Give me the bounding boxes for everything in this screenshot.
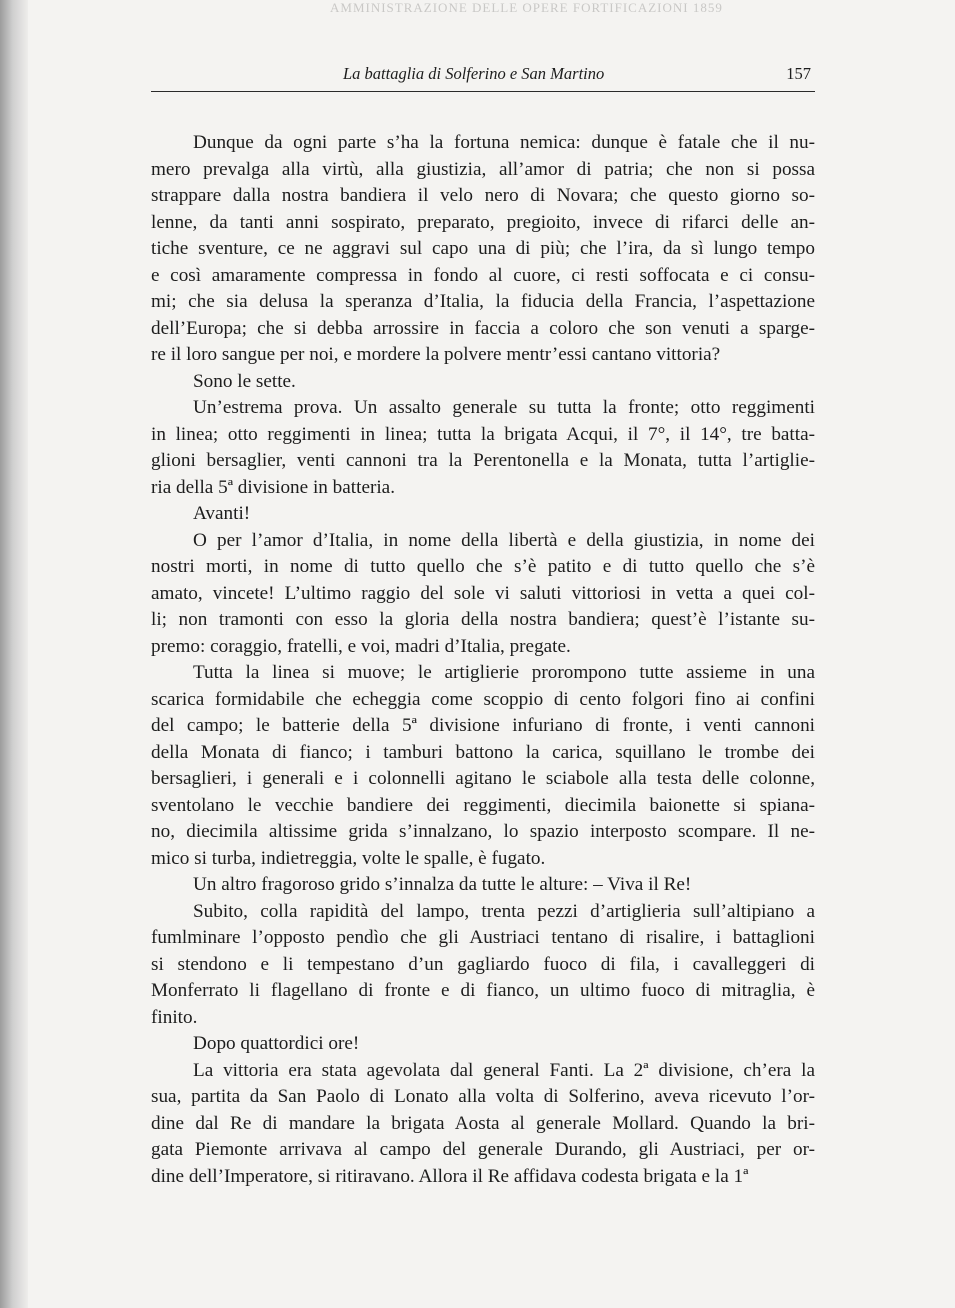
text-line: Dopo quattordici ore! (193, 1033, 360, 1054)
paragraph (151, 395, 815, 501)
paragraph (151, 872, 815, 899)
text-line: finito. (151, 1006, 198, 1028)
text-line: strappare dalla nostra bandiera il velo nero di Novara; che questo giorno so- (151, 185, 815, 206)
paragraph (151, 1031, 815, 1058)
text-line: sua, partita da San Paolo di Lonato alla volta di Solferino, aveva ricevuto l’or- (151, 1086, 815, 1107)
text-line: della Monata di fianco; i tamburi battono la carica, squillano le trombe dei (151, 741, 815, 763)
text-line: Un’estrema prova. Un assalto generale su tutta la fronte; otto reggimenti (193, 397, 815, 418)
text-line: Tutta la linea si muove; le artiglierie prorompono tutte assieme in una (193, 662, 815, 683)
text-line: Avanti! (193, 503, 251, 524)
text-line: premo: coraggio, fratelli, e voi, madri d’Italia, pregate. (151, 635, 571, 657)
text-line: sventolano le vecchie bandiere dei reggimenti, diecimila baionette si spiana- (151, 794, 815, 816)
text-line: Un altro fragoroso grido s’innalza da tutte le alture: – Viva il Re! (193, 874, 692, 895)
text-line: tiche sventure, ce ne aggravi sul capo una di più; che l’ira, da sì lungo tempo (151, 238, 815, 259)
header-rule (151, 91, 815, 92)
paragraph (151, 899, 815, 1032)
running-title: La battaglia di Solferino e San Martino (343, 64, 605, 83)
paragraph (151, 369, 815, 396)
paragraph (151, 1058, 815, 1191)
text-line: in linea; otto reggimenti in linea; tutta la brigata Acqui, il 7°, il 14°, tre batta- (151, 423, 815, 445)
text-line: si stendono e li tempestano d’un gagliardo fuoco di fila, i cavalleggeri di (151, 953, 815, 975)
text-line: Subito, colla rapidità del lampo, trenta pezzi d’artiglieria sull’altipiano a (193, 900, 815, 922)
paragraph (151, 501, 815, 528)
page-number: 157 (786, 64, 811, 83)
text-line: amato, vincete! L’ultimo raggio del sole vi saluti vittoriosi in vetta a quei col- (151, 582, 815, 604)
text-line: mi; che sia delusa la speranza d’Italia, la fiducia della Francia, l’aspettazione (151, 291, 815, 312)
text-line: li; non tramonti con esso la gloria della nostra bandiera; quest’è l’istante su- (151, 609, 815, 630)
text-line: re il loro sangue per noi, e mordere la polvere mentr’essi cantano vittoria? (151, 344, 721, 365)
text-line: mero prevalga alla virtù, alla giustizia, all’amor di patria; che non si possa (151, 158, 815, 180)
text-line: scarica formidabile che echeggia come scoppio di cento folgori fino ai confini (151, 688, 815, 710)
text-line: gata Piemonte arrivava al campo del generale Durando, gli Austriaci, per or- (151, 1139, 815, 1160)
text-line: O per l’amor d’Italia, in nome della libertà e della giustizia, in nome dei (193, 529, 815, 551)
paragraph (151, 130, 815, 369)
paragraph (151, 528, 815, 661)
bleed-through-text: AMMINISTRAZIONE DELLE OPERE FORTIFICAZIONI 1859 (330, 0, 723, 15)
text-line: nostri morti, in nome di tutto quello che s’è patito e di tutto quello che s’è (151, 556, 815, 577)
text-line: Dunque da ogni parte s’ha la fortuna nemica: dunque è fatale che il nu- (193, 132, 815, 153)
text-line: bersaglieri, i generali e i colonnelli agitano le sciabole alla testa delle colonne, (151, 768, 815, 789)
page-body (151, 130, 815, 1190)
text-line: La vittoria era stata agevolata dal general Fanti. La 2ª divisione, ch’era la (193, 1059, 815, 1081)
text-line: dine dell’Imperatore, si ritiravano. Allora il Re affidava codesta brigata e la 1ª (151, 1165, 749, 1187)
text-line: no, diecimila altissime grida s’innalzano, lo spazio interposto scompare. Il ne- (151, 821, 815, 842)
binding-gutter-shadow (0, 0, 28, 1308)
text-line: dell’Europa; che si debba arrossire in faccia a coloro che son venuti a sparge- (151, 317, 815, 339)
text-line: e così amaramente compressa in fondo al cuore, ci resti soffocata e ci consu- (151, 264, 815, 286)
paragraph (151, 660, 815, 872)
text-line: glioni bersaglier, venti cannoni tra la Perentonella e la Monata, tutta l’artiglie- (151, 450, 815, 471)
text-line: fumlminare l’opposto pendìo che gli Austriaci tentano di risalire, i battaglioni (151, 927, 815, 948)
running-header (151, 64, 815, 86)
text-line: lenne, da tanti anni sospirato, preparato, pregioito, invece di rifarci delle an- (151, 211, 815, 233)
text-line: Monferrato li flagellano di fronte e di fianco, un ultimo fuoco di mitraglia, è (151, 980, 815, 1001)
text-line: dine dal Re di mandare la brigata Aosta al generale Mollard. Quando la bri- (151, 1112, 815, 1134)
text-line: del campo; le batterie della 5ª divisione infuriano di fronte, i venti cannoni (151, 715, 815, 736)
text-line: Sono le sette. (193, 370, 296, 392)
text-line: ria della 5ª divisione in batteria. (151, 476, 395, 498)
text-line: mico si turba, indietreggia, volte le spalle, è fugato. (151, 847, 546, 869)
